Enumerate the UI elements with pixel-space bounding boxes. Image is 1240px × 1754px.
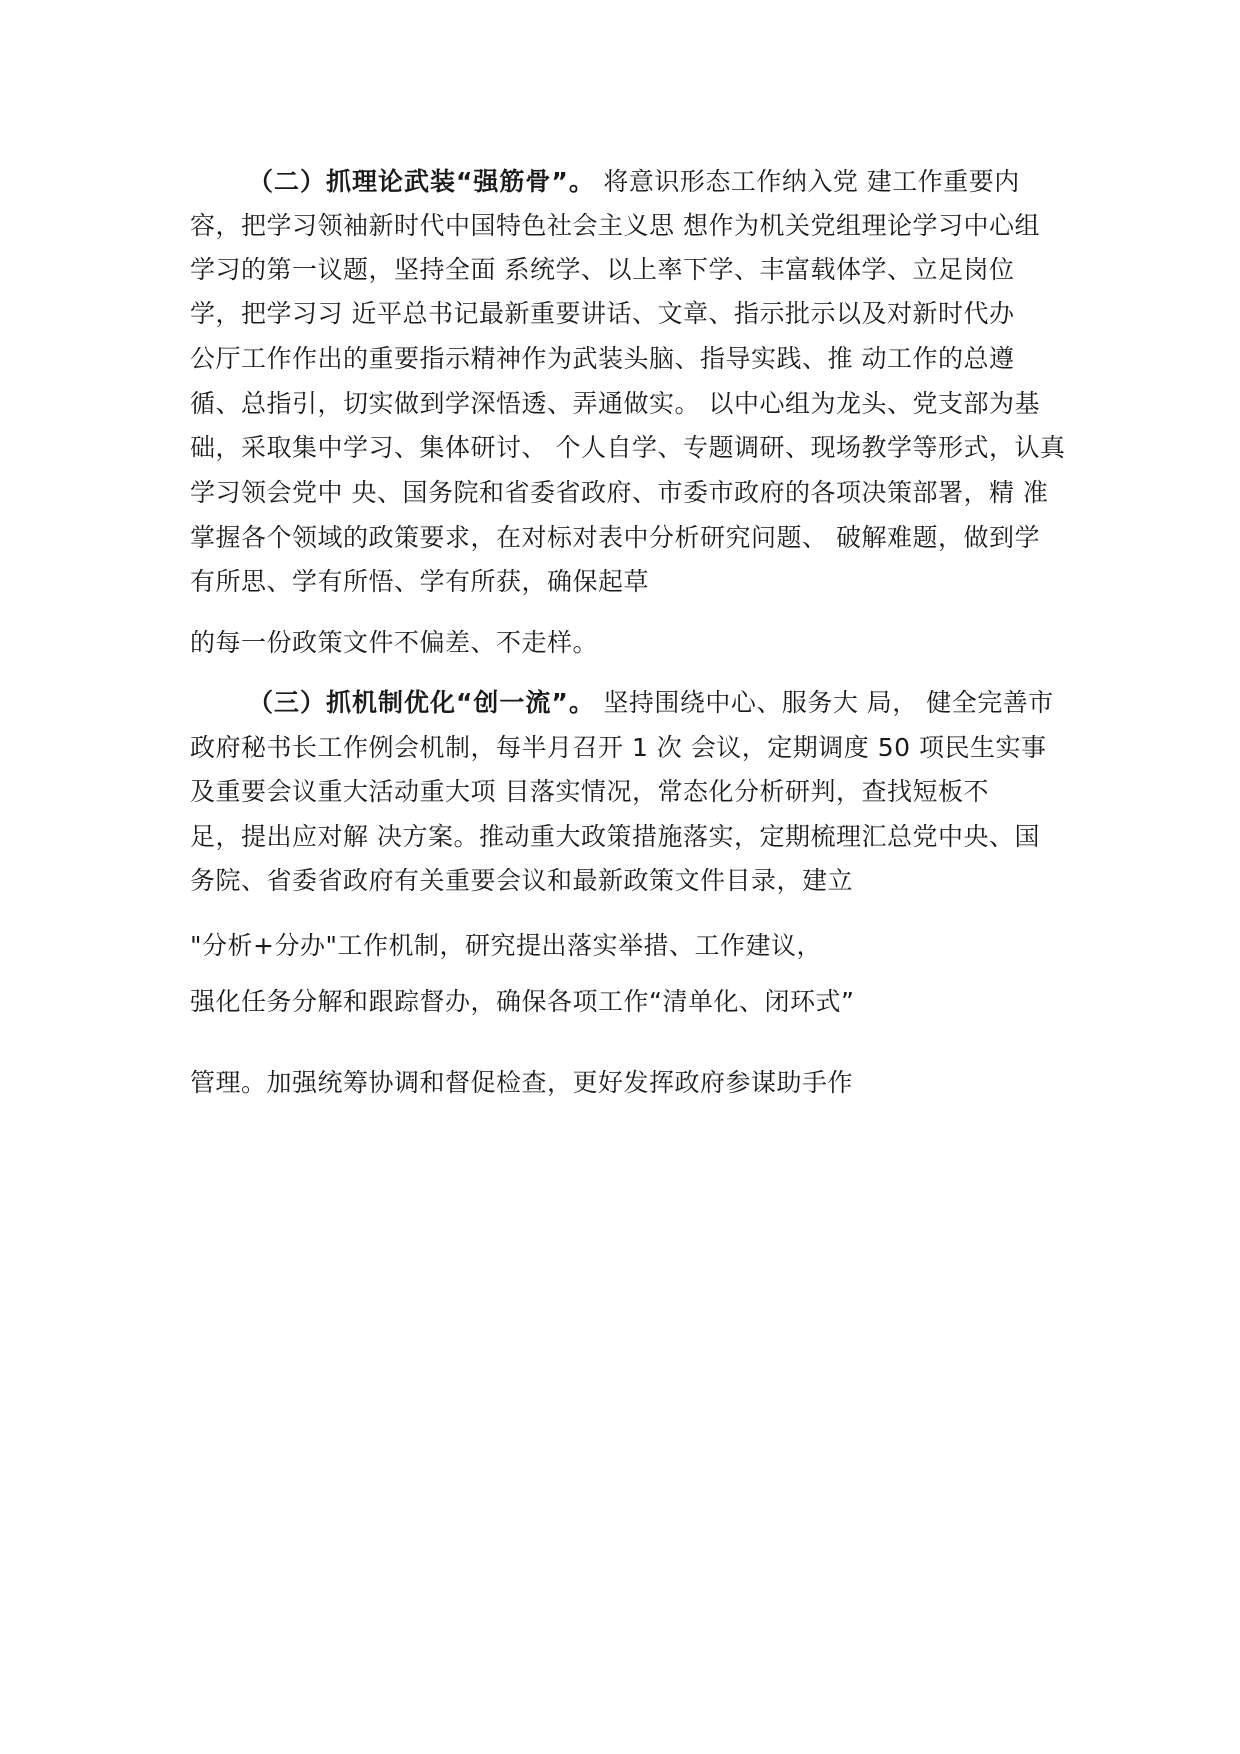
- paragraph-2-line-8: 学习领会党中 央、国务院和省委省政府、市委市政府的各项决策部署，精 准: [190, 478, 1049, 507]
- paragraph-3-line-7: 强化任务分解和跟踪督办，确保各项工作“清单化、闭环式”: [190, 987, 855, 1016]
- paragraph-3-line-6: "分析+分办"工作机制，研究提出落实举措、工作建议，: [190, 931, 822, 960]
- paragraph-2-line-1: [190, 165, 1020, 199]
- paragraph-2-line-4: 学，把学习习 近平总书记最新重要讲话、文章、指示批示以及对新时代办: [190, 299, 1015, 328]
- paragraph-2-line-11: 的每一份政策文件不偏差、不走样。: [190, 628, 599, 657]
- paragraph-3-line-8: 管理。加强统筹协调和督促检查，更好发挥政府参谋助手作: [190, 1068, 854, 1097]
- section-heading-3: （三）抓机制优化“创一流”。: [248, 688, 595, 717]
- paragraph-3-line-1: [190, 686, 1054, 720]
- paragraph-2-line-6: 循、总指引，切实做到学深悟透、弄通做实。 以中心组为龙头、党支部为基: [190, 389, 1040, 418]
- paragraph-3-line-5: 务院、省委省政府有关重要会议和最新政策文件目录，建立: [190, 866, 854, 895]
- paragraph-3-line-3: 及重要会议重大活动重大项 目落实情况，常态化分析研判，查找短板不: [190, 777, 989, 806]
- paragraph-2-line-10: 有所思、学有所悟、学有所获，确保起草: [190, 567, 650, 596]
- paragraph-2-line-2: 容，把学习领袖新时代中国特色社会主义思 想作为机关党组理论学习中心组: [190, 211, 1040, 240]
- paragraph-2-line-5: 公厅工作作出的重要指示精神作为武装头脑、指导实践、推 动工作的总遵: [190, 344, 1015, 373]
- paragraph-3-line-2: 政府秘书长工作例会机制，每半月召开 1 次 会议，定期调度 50 项民生实事: [190, 733, 1047, 762]
- line-text: 坚持围绕中心、服务大 局， 健全完善市: [594, 688, 1054, 717]
- line-text: 将意识形态工作纳入党 建工作重要内: [594, 167, 1020, 196]
- paragraph-2-line-3: 学习的第一议题，坚持全面 系统学、以上率下学、丰富载体学、立足岗位: [190, 255, 1015, 284]
- section-heading-2: （二）抓理论武装“强筋骨”。: [248, 167, 595, 196]
- paragraph-2-line-7: 础，采取集中学习、集体研讨、 个人自学、专题调研、现场教学等形式，认真: [190, 433, 1066, 462]
- paragraph-2-line-9: 掌握各个领域的政策要求，在对标对表中分析研究问题、 破解难题，做到学: [190, 523, 1040, 552]
- paragraph-3-line-4: 足，提出应对解 决方案。推动重大政策措施落实，定期梳理汇总党中央、国: [190, 822, 1040, 851]
